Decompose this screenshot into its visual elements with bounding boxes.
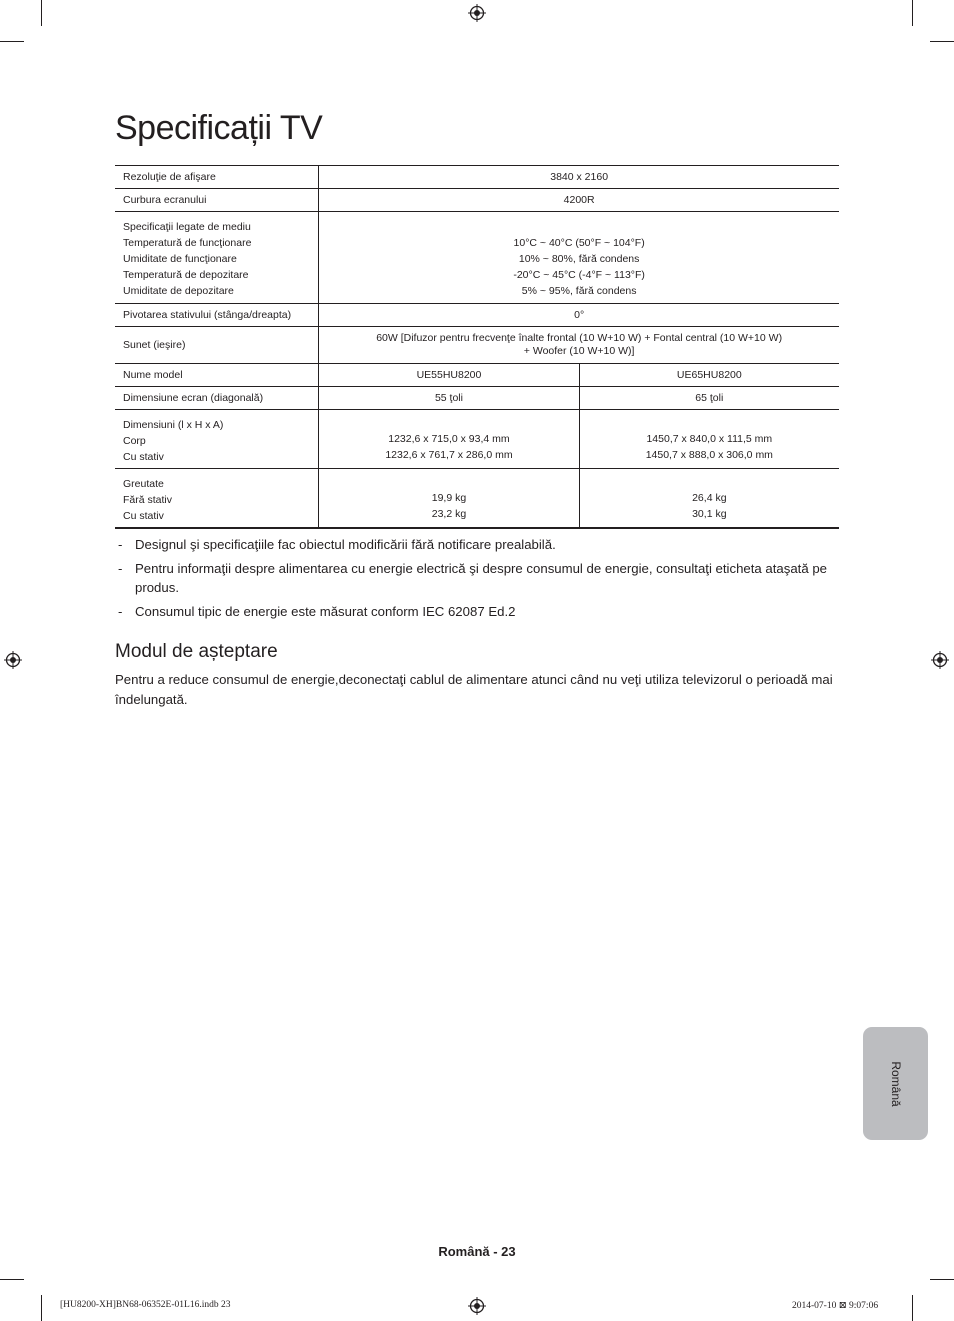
spec-label: Corp [123,435,146,447]
crop-mark [0,1279,24,1280]
spec-value: -20°C ~ 45°C (-4°F ~ 113°F) [513,269,645,281]
crop-mark [930,1279,954,1280]
spec-value: 1232,6 x 761,7 x 286,0 mm [385,449,513,461]
spec-value: 3840 x 2160 [319,166,839,189]
spec-value: 1232,6 x 715,0 x 93,4 mm [388,433,510,445]
table-row [115,387,839,410]
spec-label: Cu stativ [123,510,164,522]
spec-label-group [115,469,319,529]
spec-label-group [115,212,319,304]
spec-label: Dimensiune ecran (diagonală) [115,387,319,410]
table-row [115,327,839,364]
list-dash: - [118,560,123,576]
note-text: Designul şi specificaţiile fac obiectul modificării fără notificare prealabilă. [135,537,556,552]
spec-value: 30,1 kg [692,508,727,520]
spec-value-group [579,410,839,469]
spec-value-group [579,469,839,529]
spec-value: UE65HU8200 [579,364,839,387]
spec-label-group [115,410,319,469]
spec-value: 26,4 kg [692,492,727,504]
footer-timestamp: 2014-07-10 ⊠ 9:07:06 [792,1301,879,1311]
crop-mark [41,0,42,26]
crop-mark [41,1295,42,1321]
spec-label: Rezoluţie de afişare [115,166,319,189]
spec-label: Curbura ecranului [115,189,319,212]
spec-table [115,165,839,529]
spec-label: Specificaţii legate de mediu [123,221,251,233]
spec-value: + Woofer (10 W+10 W)] [523,345,635,357]
spec-label: Greutate [123,478,164,490]
note-text: Consumul tipic de energie este măsurat conform IEC 62087 Ed.2 [135,603,516,619]
spec-label: Temperatură de funcţionare [123,237,252,249]
spec-value-group [319,212,839,304]
table-row [115,189,839,212]
spec-value: 19,9 kg [431,492,467,504]
table-row [115,166,839,189]
spec-label: Cu stativ [123,451,164,463]
spec-label: Pivotarea stativului (stânga/dreapta) [115,304,319,327]
spec-value-group [319,327,839,364]
side-tab-label: Română [888,1060,903,1107]
registration-mark-icon [4,651,22,669]
page-number: Română - 23 [438,1244,516,1259]
table-row [115,364,839,387]
registration-mark-icon [468,1297,486,1315]
list-item [115,559,839,598]
crop-mark [930,41,954,42]
spec-value: 10% ~ 80%, fără condens [518,253,640,265]
list-dash: - [118,537,123,552]
table-row [115,410,839,469]
table-row [115,469,839,529]
spec-label: Sunet (ieşire) [115,327,319,364]
notes-list [115,535,839,625]
spec-label: Nume model [115,364,319,387]
spec-value-group [319,469,579,529]
spec-value: 55 ţoli [319,387,579,410]
spec-value: 10°C ~ 40°C (50°F ~ 104°F) [513,237,645,249]
spec-label: Umiditate de funcţionare [123,253,237,265]
spec-label: Dimensiuni (l x H x A) [123,419,224,431]
spec-value: UE55HU8200 [319,364,579,387]
spec-label: Temperatură de depozitare [123,269,249,281]
registration-mark-icon [468,4,486,22]
table-row [115,304,839,327]
section-paragraph: Pentru a reduce consumul de energie,deconectaţi cablul de alimentare atunci când nu veţi utiliza televizorul o perioadă mai îndelungată. [115,672,833,707]
spec-value: 23,2 kg [431,508,467,520]
spec-value: 60W [Difuzor pentru frecvenţe înalte frontal (10 W+10 W) + Fontal central (10 W+10 W) [376,332,783,344]
section-title: Modul de așteptare [115,641,278,662]
list-item [115,535,839,555]
list-dash: - [118,603,123,619]
spec-value-group [319,410,579,469]
spec-value: 1450,7 x 840,0 x 111,5 mm [646,433,773,445]
spec-label: Umiditate de depozitare [123,285,234,297]
spec-value: 0° [319,304,839,327]
spec-value: 1450,7 x 888,0 x 306,0 mm [645,449,773,461]
footer-file-info: [HU8200-XH]BN68-06352E-01L16.indb 23 [60,1300,231,1310]
crop-mark [912,0,913,26]
spec-value: 5% ~ 95%, fără condens [521,285,637,297]
crop-mark [912,1295,913,1321]
table-row [115,212,839,304]
spec-label: Fără stativ [123,494,173,506]
page-title: Specificații TV [115,109,323,147]
registration-mark-icon [931,651,949,669]
note-text: Pentru informaţii despre alimentarea cu energie electrică şi despre consumul de energie, consultaţi eticheta ataşată pe produs. [135,560,828,595]
language-side-tab [863,1027,928,1140]
crop-mark [0,41,24,42]
spec-value: 65 ţoli [579,387,839,410]
spec-value: 4200R [319,189,839,212]
list-item [115,602,839,622]
